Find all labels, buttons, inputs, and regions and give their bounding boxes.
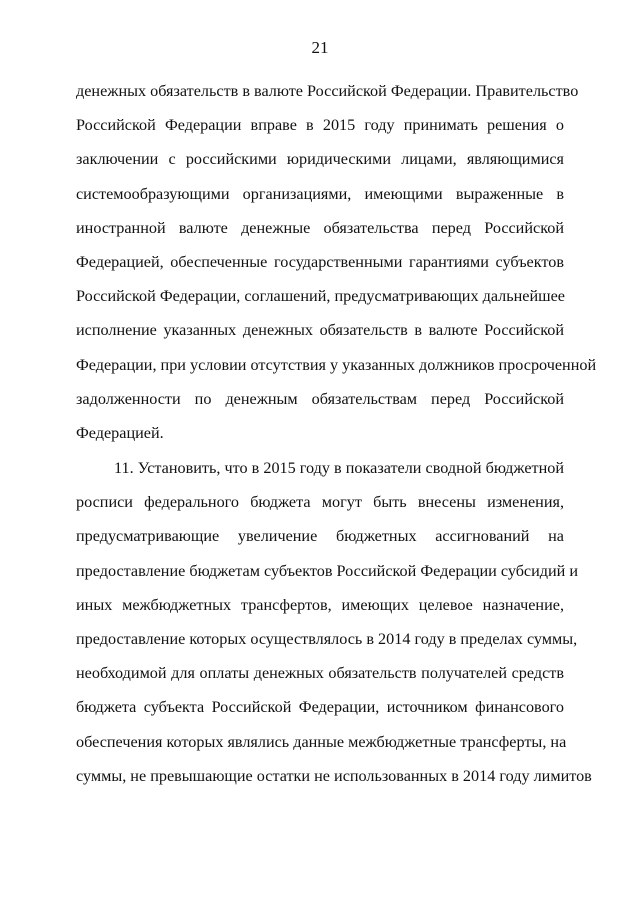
text-line: задолженности по денежным обязательствам перед Российской bbox=[76, 389, 564, 408]
text-line: предоставление бюджетам субъектов Российской Федерации субсидий и bbox=[76, 561, 579, 580]
text-line: предоставление которых осуществлялось в 2014 году в пределах суммы, bbox=[76, 629, 578, 648]
paragraph-federal-obligations bbox=[76, 74, 597, 450]
text-line: предусматривающие увеличение бюджетных ассигнований на bbox=[76, 527, 564, 546]
text-line: системообразующими организациями, имеющими выраженные в bbox=[76, 184, 564, 203]
text-line: Российской Федерации, соглашений, предусматривающих дальнейшее bbox=[76, 287, 565, 306]
text-line: 11. Установить, что в 2015 году в показатели сводной бюджетной bbox=[114, 459, 564, 477]
text-line: Федерации, при условии отсутствия у указанных должников просроченной bbox=[76, 355, 597, 374]
text-line: Российской Федерации вправе в 2015 году принимать решения о bbox=[76, 116, 564, 135]
text-line: обеспечения которых являлись данные межбюджетные трансферты, на bbox=[76, 732, 567, 751]
text-line: бюджета субъекта Российской Федерации, источником финансового bbox=[76, 698, 564, 717]
text-line: заключении с российскими юридическими лицами, являющимися bbox=[76, 150, 564, 169]
text-line: денежных обязательств в валюте Российской Федерации. Правительство bbox=[76, 82, 579, 100]
text-line: исполнение указанных денежных обязательств в валюте Российской bbox=[76, 321, 564, 340]
text-line: суммы, не превышающие остатки не использованных в 2014 году лимитов bbox=[76, 766, 592, 785]
text-line: Федерацией. bbox=[76, 423, 164, 442]
text-line: иных межбюджетных трансфертов, имеющих целевое назначение, bbox=[76, 595, 564, 614]
page-number: 21 bbox=[311, 38, 329, 57]
paragraph-item-11 bbox=[76, 451, 592, 793]
text-line: росписи федерального бюджета могут быть внесены изменения, bbox=[76, 493, 564, 512]
text-line: иностранной валюте денежные обязательства перед Российской bbox=[76, 218, 564, 237]
text-line: необходимой для оплаты денежных обязательств получателей средств bbox=[76, 664, 564, 683]
text-line: Федерацией, обеспеченные государственными гарантиями субъектов bbox=[76, 252, 564, 271]
